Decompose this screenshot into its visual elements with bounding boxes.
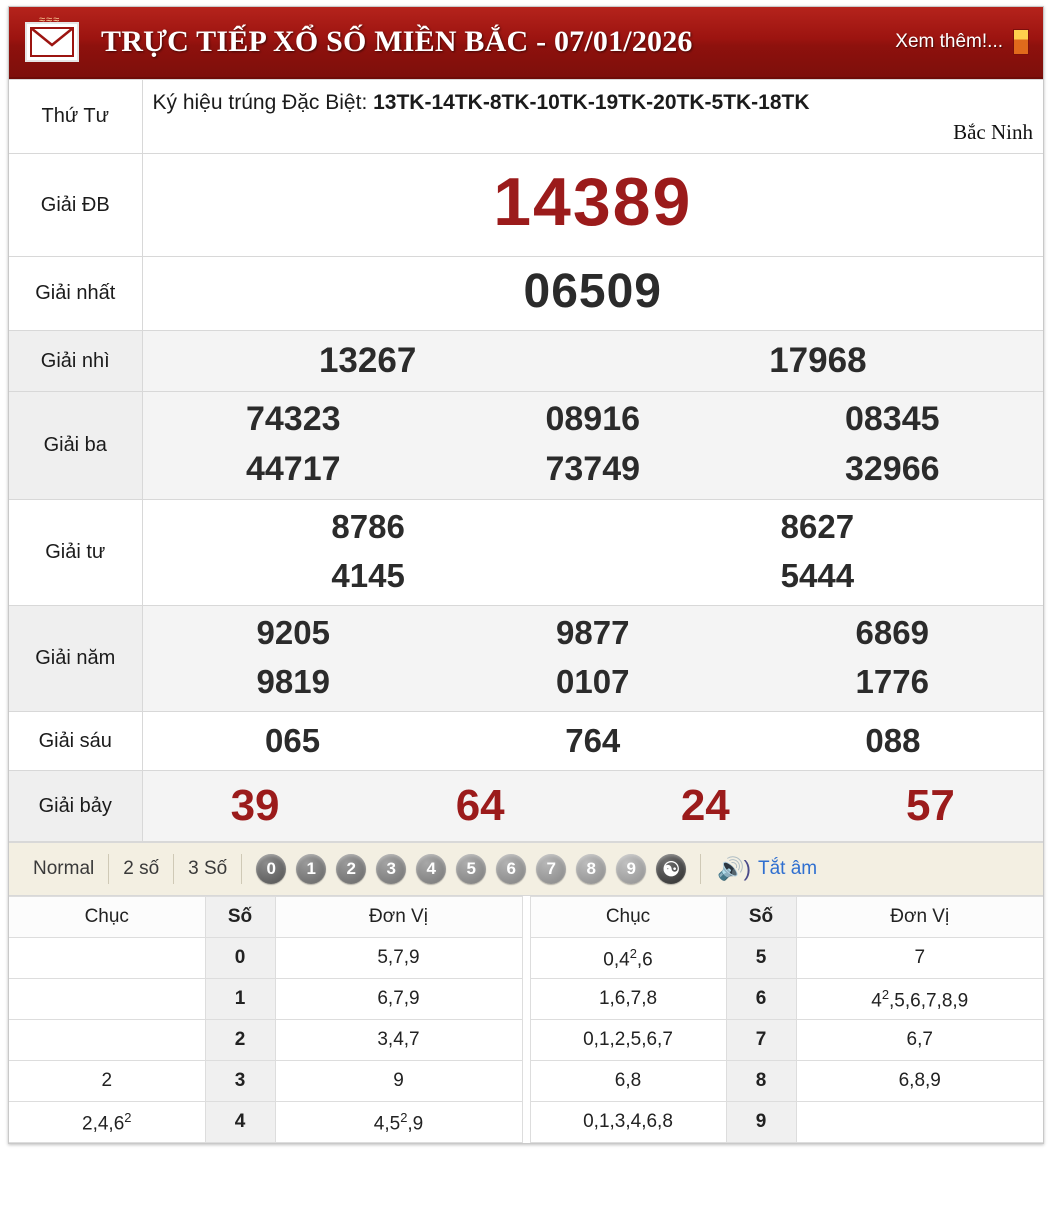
loto-chuc: 1,6,7,8 — [530, 979, 726, 1020]
envelope-icon — [25, 14, 79, 62]
loto-chuc: 0,1,2,5,6,7 — [530, 1020, 726, 1061]
loto-chuc — [9, 938, 205, 979]
prize-number: 9819 — [256, 663, 330, 701]
prize-number: 8786 — [331, 508, 405, 546]
prize-label-g3: Giải ba — [9, 392, 142, 500]
prize-number: 64 — [455, 781, 505, 831]
symbol-cell — [142, 80, 1043, 154]
digit-ball-2[interactable]: 2 — [336, 854, 366, 884]
loto-donvi — [796, 1102, 1043, 1143]
prize-values-g7 — [142, 771, 1043, 842]
digit-ball-0[interactable]: 0 — [256, 854, 286, 884]
table-row-g1 — [9, 257, 1043, 331]
table-row-symbol — [9, 80, 1043, 154]
loto-header-so-left: Số — [205, 897, 275, 938]
symbol-label: Ký hiệu trúng Đặc Biệt: — [152, 91, 368, 114]
prize-number: 57 — [905, 781, 955, 831]
weekday-label: Thứ Tư — [9, 80, 142, 154]
prize-label-g7: Giải bảy — [9, 771, 142, 842]
results-table — [9, 79, 1043, 842]
loto-header-chuc-left: Chục — [9, 897, 205, 938]
prize-number: 9877 — [556, 614, 630, 652]
controls-bar — [9, 842, 1043, 896]
prize-number: 088 — [865, 722, 921, 760]
loto-donvi: 9 — [275, 1061, 522, 1102]
loto-column-separator — [522, 897, 530, 938]
prize-values-g3 — [142, 392, 1043, 500]
prize-label-g5: Giải năm — [9, 606, 142, 712]
table-row — [9, 1102, 1043, 1143]
loto-donvi: $4,5^2,9$ — [275, 1102, 522, 1143]
loto-column-separator — [522, 979, 530, 1020]
widget-header — [9, 7, 1043, 79]
loto-so: 6 — [726, 979, 796, 1020]
prize-number: 08345 — [844, 400, 940, 439]
table-row — [9, 938, 1043, 979]
header-right-group — [895, 29, 1043, 55]
page-title: TRỰC TIẾP XỔ SỐ MIỀN BẮC - 07/01/2026 — [101, 25, 693, 58]
lottery-widget — [8, 6, 1044, 1144]
mode-three-digit-button[interactable]: 3 Số — [188, 858, 228, 880]
prize-number: 08916 — [545, 400, 641, 439]
prize-number: 24 — [680, 781, 730, 831]
loto-donvi: 5,7,9 — [275, 938, 522, 979]
loto-so: 8 — [726, 1061, 796, 1102]
number-row — [143, 341, 1044, 381]
prize-number: 9205 — [256, 614, 330, 652]
prize-number: 8627 — [780, 508, 855, 546]
number-row — [144, 553, 1043, 604]
table-row — [9, 979, 1043, 1020]
number-row — [144, 446, 1043, 498]
prize-number: 065 — [265, 722, 321, 760]
loto-chuc: 0,1,3,4,6,8 — [530, 1102, 726, 1143]
prize-number: 17968 — [769, 341, 867, 381]
prize-label-g4: Giải tư — [9, 500, 142, 606]
sound-label: Tắt âm — [757, 858, 818, 880]
speaker-icon: 🔊) — [717, 856, 750, 882]
loto-chuc: 2 — [9, 1061, 205, 1102]
loto-column-separator — [522, 1061, 530, 1102]
prize-number: 764 — [565, 722, 621, 760]
prize-label-g6: Giải sáu — [9, 712, 142, 771]
prize-values-g6 — [142, 712, 1043, 771]
loto-table — [9, 896, 1043, 1143]
digit-ball-6[interactable]: 6 — [496, 854, 526, 884]
loto-chuc — [9, 979, 205, 1020]
loto-so: 7 — [726, 1020, 796, 1061]
digit-ball-1[interactable]: 1 — [296, 854, 326, 884]
table-row-g5 — [9, 606, 1043, 712]
loto-header-donvi-left: Đơn Vị — [275, 897, 522, 938]
digit-ball-3[interactable]: 3 — [376, 854, 406, 884]
loto-so: 4 — [205, 1102, 275, 1143]
prize-values-g2 — [142, 331, 1043, 392]
loto-header-so-right: Số — [726, 897, 796, 938]
loto-so: 3 — [205, 1061, 275, 1102]
table-row-db — [9, 154, 1043, 257]
loto-donvi: 7 — [796, 938, 1043, 979]
loto-header-donvi-right: Đơn Vị — [796, 897, 1043, 938]
prize-number: 74323 — [245, 400, 341, 439]
number-row — [143, 722, 1044, 760]
table-row-g4 — [9, 500, 1043, 606]
digit-filter-group — [242, 854, 700, 884]
table-row-g3 — [9, 392, 1043, 500]
yin-yang-icon[interactable]: ☯ — [656, 854, 686, 884]
loto-donvi: 6,7,9 — [275, 979, 522, 1020]
table-row — [9, 1061, 1043, 1102]
sound-toggle[interactable] — [701, 856, 817, 882]
envelope-motion-lines: ≈≈≈ — [39, 14, 61, 26]
prize-number: 5444 — [780, 557, 855, 595]
loto-donvi: 6,7 — [796, 1020, 1043, 1061]
prize-values-g4 — [142, 500, 1043, 606]
table-row-g6 — [9, 712, 1043, 771]
prize-number: 73749 — [545, 450, 641, 489]
prize-label-db: Giải ĐB — [9, 154, 142, 257]
prize-number: 13267 — [318, 341, 417, 381]
loto-so: 1 — [205, 979, 275, 1020]
see-more-link[interactable]: Xem thêm!... — [895, 31, 1003, 52]
mode-two-digit-button[interactable]: 2 số — [123, 858, 160, 880]
prize-values-db — [142, 154, 1043, 257]
prize-number: 0107 — [556, 663, 630, 701]
number-row — [144, 659, 1043, 710]
loto-so: 0 — [205, 938, 275, 979]
prize-number: 1776 — [855, 663, 929, 701]
loto-so: 5 — [726, 938, 796, 979]
loto-so: 2 — [205, 1020, 275, 1061]
number-row — [144, 393, 1043, 446]
loto-column-separator — [522, 1020, 530, 1061]
number-row — [144, 607, 1043, 659]
symbol-value: 13TK-14TK-8TK-10TK-19TK-20TK-5TK-18TK — [373, 91, 810, 114]
loto-column-separator — [522, 1102, 530, 1143]
loto-donvi: 3,4,7 — [275, 1020, 522, 1061]
prize-number: 6869 — [855, 614, 929, 652]
prize-values-g5 — [142, 606, 1043, 712]
table-row-g7 — [9, 771, 1043, 842]
prize-values-g1 — [142, 257, 1043, 331]
loto-donvi: 6,8,9 — [796, 1061, 1043, 1102]
prize-number: 14389 — [493, 164, 693, 241]
digit-ball-8[interactable]: 8 — [576, 854, 606, 884]
mode-normal-button[interactable]: Normal — [33, 858, 95, 880]
loto-donvi: $4^2,5,6,7,8,9$ — [796, 979, 1043, 1020]
number-row — [144, 501, 1043, 553]
prize-number: 4145 — [331, 557, 405, 595]
prize-label-g1: Giải nhất — [9, 257, 142, 331]
digit-ball-9[interactable]: 9 — [616, 854, 646, 884]
loto-so: 9 — [726, 1102, 796, 1143]
flag-badge-icon — [1013, 29, 1029, 55]
prize-number: 32966 — [844, 450, 940, 489]
digit-ball-5[interactable]: 5 — [456, 854, 486, 884]
number-row — [143, 781, 1044, 831]
prize-number: 39 — [230, 781, 280, 831]
envelope-glyph — [30, 27, 74, 57]
loto-chuc: 6,8 — [530, 1061, 726, 1102]
table-row-g2 — [9, 331, 1043, 392]
symbol-line — [153, 88, 1034, 118]
loto-chuc — [9, 1020, 205, 1061]
loto-chuc: $0,4^2,6$ — [530, 938, 726, 979]
province-name: Bắc Ninh — [953, 120, 1033, 145]
loto-chuc: 2,4,6$^2$ — [9, 1102, 205, 1143]
prize-label-g2: Giải nhì — [9, 331, 142, 392]
prize-number: 06509 — [523, 265, 662, 319]
loto-header-chuc-right: Chục — [530, 897, 726, 938]
loto-column-separator — [522, 938, 530, 979]
table-row — [9, 1020, 1043, 1061]
digit-ball-4[interactable]: 4 — [416, 854, 446, 884]
prize-number: 44717 — [245, 450, 341, 489]
loto-header-row — [9, 897, 1043, 938]
digit-ball-7[interactable]: 7 — [536, 854, 566, 884]
